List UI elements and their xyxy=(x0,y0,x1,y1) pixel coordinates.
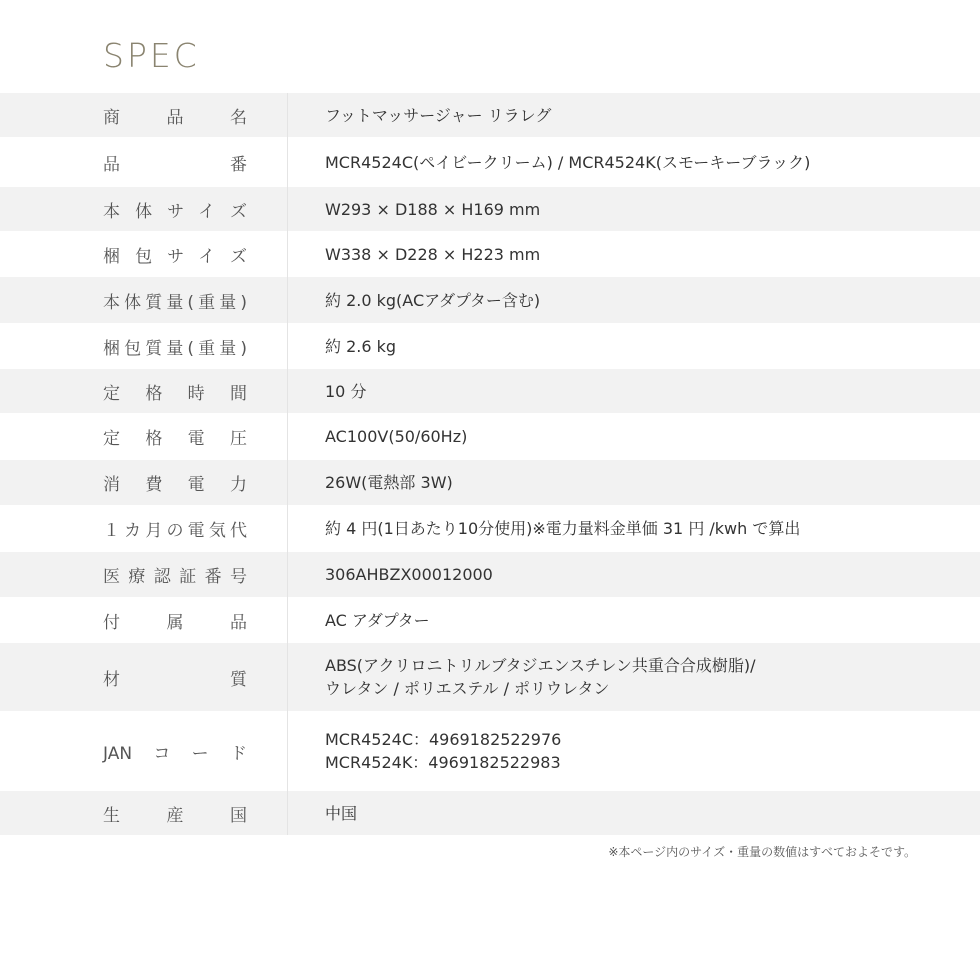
spec-value-line: 26W(電熱部 3W) xyxy=(325,473,453,492)
spec-value-line: ウレタン / ポリエステル / ポリウレタン xyxy=(325,679,610,698)
spec-value-line: フットマッサージャー リラレグ xyxy=(325,105,552,125)
spec-value-line: 10 分 xyxy=(325,381,367,401)
spec-value xyxy=(288,198,980,221)
spec-label xyxy=(0,323,288,369)
spec-label xyxy=(0,137,288,187)
spec-label-text: 商品名 xyxy=(103,107,247,128)
footnote: ※本ページ内のサイズ・重量の数値はすべておよそです。 xyxy=(608,845,916,859)
spec-value xyxy=(288,563,980,586)
spec-value xyxy=(288,289,980,312)
spec-value-line: W293 × D188 × H169 mm xyxy=(325,199,541,219)
spec-value xyxy=(288,609,980,632)
spec-value xyxy=(288,517,980,540)
spec-label xyxy=(0,552,288,597)
spec-row xyxy=(0,413,980,460)
spec-label xyxy=(0,231,288,277)
spec-value-line: W338 × D228 × H223 mm xyxy=(325,244,541,264)
spec-row xyxy=(0,505,980,552)
spec-row xyxy=(0,597,980,643)
spec-label xyxy=(0,597,288,643)
spec-row xyxy=(0,643,980,711)
spec-label-text: 梱包サイズ xyxy=(103,246,247,267)
spec-row xyxy=(0,460,980,505)
spec-row xyxy=(0,137,980,187)
spec-value xyxy=(288,243,980,266)
spec-label-text: 梱包質量(重量) xyxy=(103,338,247,359)
spec-row xyxy=(0,711,980,791)
spec-value xyxy=(288,335,980,358)
spec-label xyxy=(0,460,288,505)
spec-label-text: 本体質量(重量) xyxy=(103,292,247,313)
spec-label xyxy=(0,413,288,460)
spec-value xyxy=(288,151,980,174)
spec-label xyxy=(0,369,288,413)
spec-label-text: 生産国 xyxy=(103,805,247,826)
spec-value-line: 約 2.0 kg(ACアダプター含む) xyxy=(325,290,541,310)
spec-label xyxy=(0,93,288,137)
spec-value-line: MCR4524C：4969182522976 xyxy=(325,730,562,749)
spec-label xyxy=(0,791,288,835)
spec-value xyxy=(288,425,980,448)
spec-value-line: AC100V(50/60Hz) xyxy=(325,427,468,446)
page-title: SPEC xyxy=(103,36,200,75)
spec-label-text: 定格電圧 xyxy=(103,429,247,449)
spec-label xyxy=(0,277,288,323)
spec-label xyxy=(0,505,288,552)
spec-value-line: 306AHBZX00012000 xyxy=(325,565,493,584)
spec-value-line: 中国 xyxy=(325,803,358,823)
spec-value-line: MCR4524K：4969182522983 xyxy=(325,753,561,772)
spec-label-text: 本体サイズ xyxy=(103,201,247,222)
spec-row xyxy=(0,231,980,277)
spec-label-text: 付属品 xyxy=(103,612,247,633)
spec-label-text: JANコード xyxy=(103,743,247,764)
spec-row xyxy=(0,552,980,597)
spec-value-line: MCR4524C(ペイビークリーム) / MCR4524K(スモーキーブラック) xyxy=(325,152,811,172)
spec-value-line: 約 2.6 kg xyxy=(325,336,397,356)
spec-value-line: 約 4 円(1日あたり10分使用)※電力量料金単価 31 円 /kwh で算出 xyxy=(325,519,801,538)
spec-value xyxy=(288,654,980,700)
spec-row xyxy=(0,369,980,413)
spec-row xyxy=(0,791,980,835)
spec-value xyxy=(288,104,980,127)
spec-label-text: 品番 xyxy=(103,154,247,175)
spec-label-text: 消費電力 xyxy=(103,475,247,495)
spec-row xyxy=(0,323,980,369)
spec-value xyxy=(288,728,980,774)
spec-row xyxy=(0,187,980,231)
spec-label xyxy=(0,187,288,231)
spec-value-line: AC アダプター xyxy=(325,610,430,630)
spec-label-text: 材質 xyxy=(103,669,247,690)
spec-row xyxy=(0,93,980,137)
spec-label xyxy=(0,643,288,711)
spec-label-text: 医療認証番号 xyxy=(103,567,247,587)
spec-row xyxy=(0,277,980,323)
spec-value xyxy=(288,471,980,494)
spec-label-text: １カ月の電気代 xyxy=(103,521,247,541)
spec-label xyxy=(0,711,288,791)
spec-value xyxy=(288,802,980,825)
spec-table xyxy=(0,93,980,835)
spec-label-text: 定格時間 xyxy=(103,383,247,404)
spec-value xyxy=(288,380,980,403)
spec-value-line: ABS(アクリロニトリルブタジエンスチレン共重合合成樹脂)/ xyxy=(325,656,756,675)
